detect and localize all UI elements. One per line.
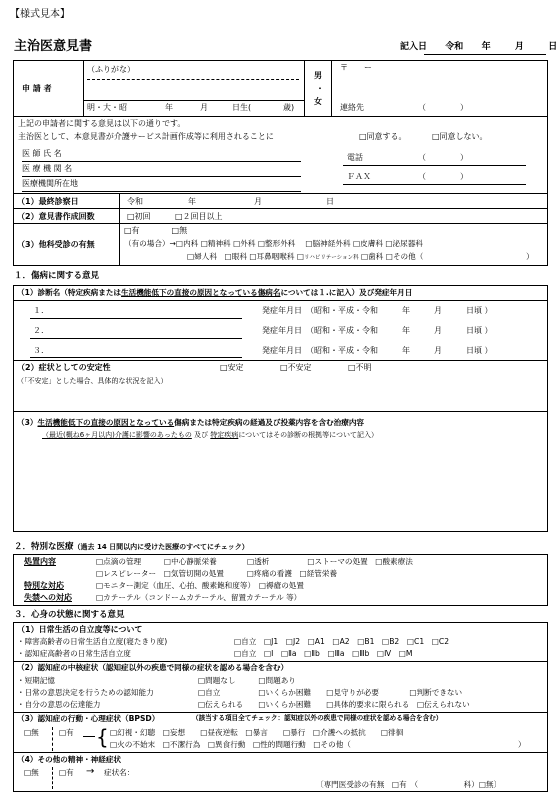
sample-label: 【様式見本】 — [10, 9, 70, 20]
section2-note: （過去 14 日間以内に受けた医療のすべてにチェック） — [73, 543, 249, 551]
section2-heading — [14, 543, 249, 552]
entry-date-label: 記入日 — [400, 42, 428, 52]
other-dept-list[interactable]: （有の場合）→□内科 □精神科 □外科 □整形外科 □脳神経外科 □皮膚科 □泌尿器科 — [124, 239, 423, 248]
course-heading-post: 傷病または特定疾病の経過及び投薬内容を含む治療内容 — [174, 418, 365, 427]
fax-label: ＦＡＸ — [347, 172, 371, 181]
applicant-label: 申 請 者 — [22, 84, 52, 93]
course-note-mid: 及び — [191, 431, 211, 439]
bpsd-none-checkbox[interactable]: □無 — [24, 728, 39, 737]
bpsd-brace: { — [96, 725, 109, 749]
course-heading-pre: （3） — [17, 418, 38, 427]
diagnosis-note1: （特定疾病または — [60, 288, 122, 297]
decision-label: ・日常の意思決定を行うための認知能力 — [17, 688, 154, 697]
last-exam-label: （1）最終診察日 — [17, 197, 79, 206]
fax-open: （ — [418, 172, 426, 181]
clinic-address-label: 医療機関所在地 — [22, 179, 78, 188]
course-heading-ul: 生活機能低下の直接の原因となっている — [37, 418, 175, 427]
doctor-name-label: 医 師 氏 名 — [22, 149, 62, 158]
second-time-checkbox[interactable]: □２回目以上 — [175, 212, 223, 221]
neuro-none-checkbox[interactable]: □無 — [24, 768, 39, 777]
other-dept-list2[interactable] — [187, 253, 423, 262]
fax-close: ） — [460, 172, 468, 181]
consent-line2: 主治医として、本意見書が介護サービス計画作成等に利用されることに — [18, 132, 274, 141]
agree-checkbox[interactable]: □同意する。 — [359, 132, 407, 141]
communicate-options[interactable]: □伝えられる □いくらか困難 □具体的要求に限られる □伝えられない — [198, 700, 470, 709]
specialist-visit[interactable]: 〔専門医受診の有無 □有 （ 科）□無〕 — [316, 780, 502, 789]
last-exam-era[interactable]: 令和 — [127, 197, 143, 206]
phone-open: （ — [418, 153, 426, 162]
bpsd-close: ） — [518, 740, 526, 749]
unknown-checkbox[interactable]: □不明 — [348, 363, 372, 372]
section1-heading: １．傷病に関する意見 — [14, 271, 100, 281]
course-text-area[interactable] — [20, 446, 540, 526]
bpsd-label: （3）認知症の行動・心理症状（BPSD） — [17, 714, 160, 723]
core-symptom-note: （認知症以外の疾患で同様の症状を認める場合を含む） — [98, 663, 289, 672]
applicant-block — [13, 60, 548, 266]
adl-bedridden-label: ・障害高齢者の日常生活自立度(寝たきり度) — [17, 637, 168, 646]
core-symptom-label: （2）認知症の中核症状 — [17, 663, 99, 672]
clinic-name-label: 医 療 機 関 名 — [22, 164, 73, 173]
sex-dot: ・ — [316, 84, 324, 93]
neuro-yes-checkbox[interactable]: □有 — [59, 768, 74, 777]
diagnosis-label: （1）診断名 — [17, 288, 61, 297]
bpsd-options-1[interactable]: □幻視・幻聴 □妄想 □昼夜逆転 □暴言 □暴行 □介護への抵抗 □徘徊 — [110, 728, 404, 737]
diag-onset-2[interactable]: 発症年月日 （昭和・平成・令和 年 月 日頃 ） — [262, 326, 493, 335]
other-dept-list2-c: □歯科 □その他（ — [358, 252, 424, 261]
diag-item-3: ３. — [33, 346, 44, 355]
birth-year: 年 — [165, 103, 173, 112]
birth-era[interactable]: 明・大・昭 — [87, 103, 127, 112]
entry-date — [400, 43, 557, 52]
age-label: 歳) — [283, 103, 295, 112]
other-dept-label: （3）他科受診の有無 — [17, 240, 95, 249]
stability-note: （「不安定」とした場合、具体的な状況を記入） — [17, 377, 168, 385]
rehab-label: リハビリテーション科 — [304, 255, 359, 261]
sex-male[interactable]: 男 — [314, 71, 322, 80]
sex-female[interactable]: 女 — [314, 97, 322, 106]
diagnosis-note2: 生活機能低下の直接の原因となっている傷病名 — [121, 288, 281, 297]
adl-dementia-label: ・認知症高齢者の日常生活自立度 — [17, 649, 131, 658]
symptom-name-label: 症状名： — [104, 768, 135, 777]
page-title: 主治医意見書 — [14, 39, 93, 54]
bpsd-yes-checkbox[interactable]: □有 — [59, 728, 74, 737]
course-note-ul: （最近(概ね6ヶ月以内)介護に影響のあったもの — [42, 431, 192, 439]
contact-open: （ — [418, 103, 426, 112]
adl-dementia-options[interactable]: □自立 □Ⅰ □Ⅱa □Ⅱb □Ⅲa □Ⅲb □Ⅳ □M — [234, 649, 413, 658]
special-care-options[interactable]: □モニター測定（血圧、心拍、酸素飽和度等） □褥瘡の処置 — [96, 581, 304, 590]
bpsd-options-2[interactable]: □火の不始末 □不潔行為 □異食行動 □性的問題行動 □その他（ — [110, 740, 351, 749]
contact-label: 連絡先 — [340, 103, 364, 112]
course-heading — [17, 419, 364, 427]
diag-onset-3[interactable]: 発症年月日 （昭和・平成・令和 年 月 日頃 ） — [262, 346, 493, 355]
other-dept-yes-no[interactable]: □有 □無 — [124, 226, 188, 235]
adl-label: （1）日常生活の自立度等について — [17, 625, 143, 634]
section2-title: ２．特別な医療 — [14, 542, 74, 552]
stable-checkbox[interactable]: □安定 — [220, 363, 244, 372]
entry-date-era[interactable]: 令和 — [445, 42, 464, 52]
arrow-icon: → — [86, 766, 95, 777]
phone-label: 電話 — [347, 153, 363, 162]
incontinence-options[interactable]: □カテーテル（コンドームカテーテル、留置カテーテル 等） — [96, 593, 302, 602]
entry-date-day[interactable]: 日 — [548, 42, 557, 52]
contact-close: ） — [460, 103, 468, 112]
incontinence-label: 失禁への対応 — [24, 593, 72, 602]
treatment-options-2[interactable]: □レスピレーター □気管切開の処置 □疼痛の看護 □経管栄養 — [96, 569, 338, 578]
consent-line1: 上記の申請者に関する意見は以下の通りです。 — [18, 119, 186, 128]
memory-label: ・短期記憶 — [17, 676, 55, 685]
last-exam-year: 年 — [188, 197, 196, 206]
treatment-label: 処置内容 — [24, 557, 56, 566]
special-care-label: 特別な対応 — [24, 581, 64, 590]
other-dept-list2-a: □婦人科 □眼科 □耳鼻咽喉科 □ — [187, 252, 305, 261]
course-note — [42, 432, 378, 439]
core-symptom-heading — [17, 664, 288, 672]
entry-date-month[interactable]: 月 — [514, 42, 524, 52]
first-time-checkbox[interactable]: □初回 — [127, 212, 151, 221]
communicate-label: ・自分の意思の伝達能力 — [17, 700, 101, 709]
section3-heading: ３．心身の状態に関する意見 — [14, 610, 125, 620]
stability-label: （2）症状としての安定性 — [17, 363, 111, 372]
furigana-label: （ふりがな） — [87, 65, 135, 74]
diag-onset-1[interactable]: 発症年月日 （昭和・平成・令和 年 月 日頃 ） — [262, 306, 493, 315]
treatment-options-1[interactable]: □点滴の管理 □中心静脈栄養 □透析 □ストーマの処置 □酸素療法 — [96, 557, 413, 566]
adl-bedridden-options[interactable]: □自立 □J1 □J2 □A1 □A2 □B1 □B2 □C1 □C2 — [234, 637, 450, 646]
last-exam-day: 日 — [326, 197, 334, 206]
unstable-checkbox[interactable]: □不安定 — [280, 363, 312, 372]
postal-label: 〒 ー — [340, 63, 372, 72]
course-note-ul2: 特定疾病 — [210, 431, 239, 439]
birth-day: 日生( — [232, 103, 252, 112]
other-neuro-label: （4）その他の精神・神経症状 — [17, 755, 122, 764]
bpsd-note: （該当する項目全てチェック：認知症以外の疾患で同様の症状を認める場合を含む） — [192, 714, 443, 722]
other-dept-close: ） — [526, 252, 534, 261]
birth-month: 月 — [200, 103, 208, 112]
course-note-post: についてはその診断の根拠等について記入） — [238, 431, 379, 439]
memory-options[interactable]: □問題なし □問題あり — [198, 676, 296, 685]
last-exam-month: 月 — [254, 197, 262, 206]
entry-date-year[interactable]: 年 — [481, 42, 491, 52]
diagnosis-note3: については１.に記入）及び発症年月日 — [280, 288, 413, 297]
diagnosis-heading — [17, 289, 412, 297]
creation-count-label: （2）意見書作成回数 — [17, 212, 95, 221]
phone-close: ） — [460, 153, 468, 162]
diag-item-1: １. — [33, 306, 44, 315]
decision-options[interactable]: □自立 □いくらか困難 □見守りが必要 □判断できない — [198, 688, 463, 697]
disagree-checkbox[interactable]: □同意しない。 — [432, 132, 488, 141]
diag-item-2: ２. — [33, 326, 44, 335]
